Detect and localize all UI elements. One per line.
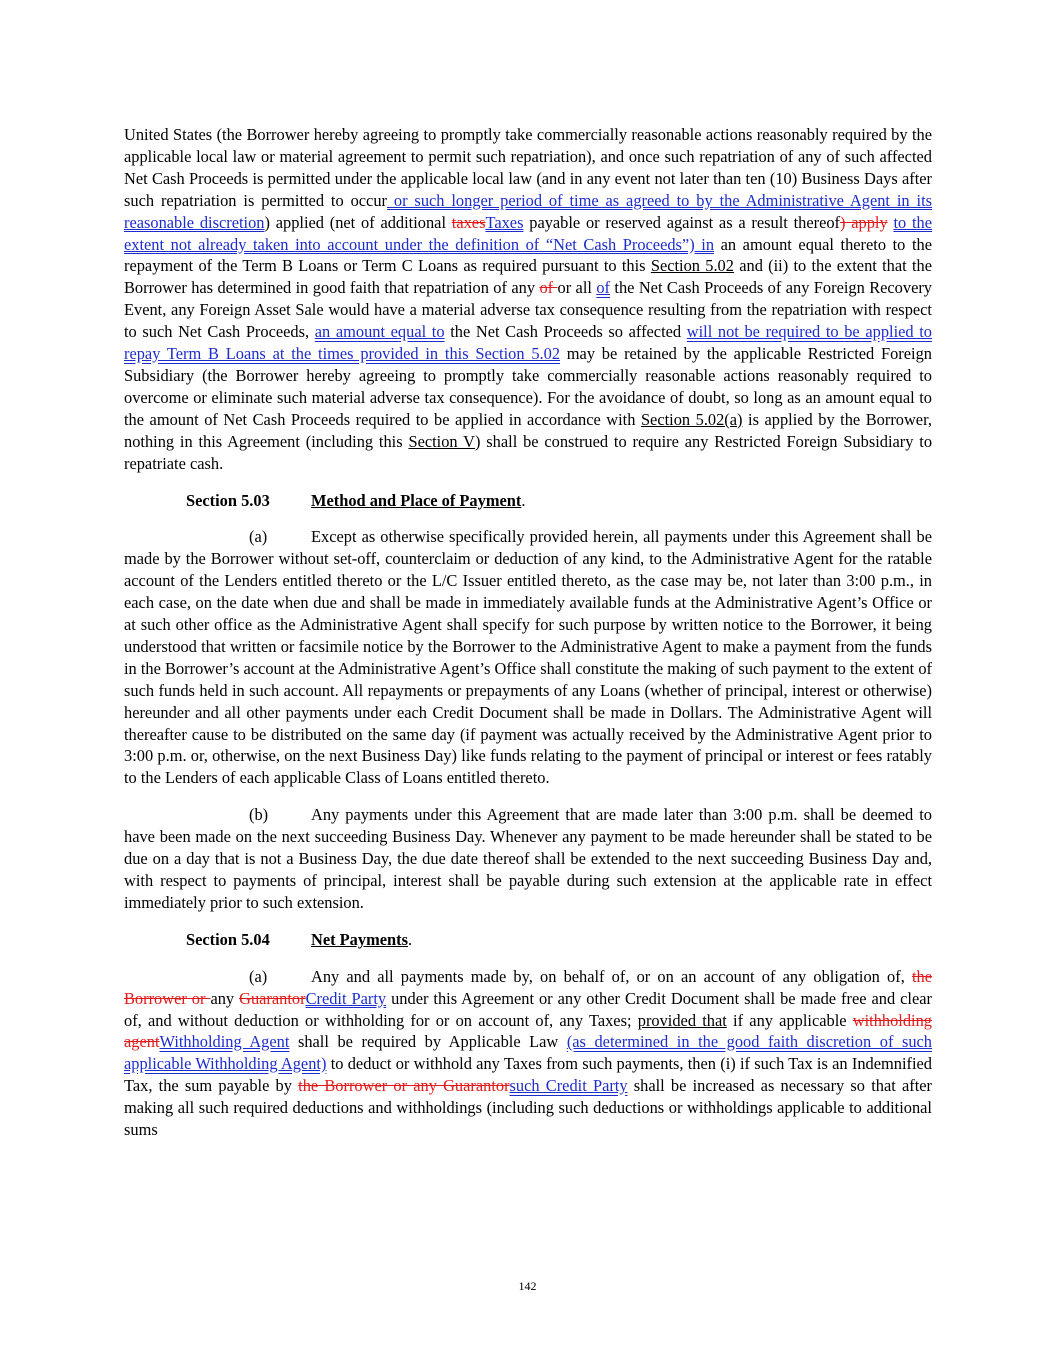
text-run: the Net Cash Proceeds so affected bbox=[444, 322, 687, 342]
section-title-period: . bbox=[407, 929, 413, 949]
paragraph-text: Except as otherwise specifically provided herein, all payments under this Agreement shall be made by the Borrower without set-off, counterclaim or deduction of any kind, to the Administrative Agent for the ratable account of the Lenders entitled thereto or the L/C Issuer entitled thereto, as the case may be, not later than 3:00 p.m., in each case, on the date when due and shall be made in immediately available funds at the Administrative Agent’s Office or at such other office as the Administrative Agent shall specify for such purpose by written notice to the Borrower, it being understood that written or facsimile notice by the Borrower to the Administrative Agent to make a payment from the funds in the Borrower’s account at the Administrative Agent’s Office shall constitute the making of such payment to the extent of such funds held in such account. All repayments or prepayments of any Loans (whether of principal, interest or otherwise) hereunder and all other payments under each Credit Document shall be made in Dollars. The Administrative Agent will thereafter cause to be distributed on the same day (if payment was actually received by the Administrative Agent prior to 3:00 p.m. or, otherwise, on the next Business Day) like funds relating to the payment of principal or interest or fees ratably to the Lenders of each applicable Class of Loans entitled thereto. bbox=[124, 527, 932, 788]
paragraph-label: (a) bbox=[249, 966, 268, 986]
inserted-text: (as determined in the good faith discretion of such applicable Withholding Agent) bbox=[124, 1032, 932, 1074]
paragraph-label: (a) bbox=[249, 527, 268, 547]
section-heading-5-03 bbox=[124, 490, 932, 512]
deleted-text: withholding agent bbox=[124, 1010, 932, 1052]
text-run: United States (the Borrower hereby agreeing to promptly take commercially reasonable actions reasonably required by the applicable local law or material agreement to permit such repatriation), and once such repatriation of any of such affected Net Cash Proceeds is permitted under the applicable local law (and in any event not later than ten (10) Business Days after such repatriation is permitted to occur bbox=[124, 125, 932, 210]
text-run: shall be required by Applicable Law bbox=[289, 1032, 567, 1052]
paragraph-text: Any payments under this Agreement that are made later than 3:00 p.m. shall be deemed to have been made on the next succeeding Business Day. Whenever any payment to be made hereunder shall be stated to be due on a day that is not a Business Day, the due date thereof shall be extended to the next succeeding Business Day and, with respect to payments of principal, interest shall be payable during such extension at the applicable rate in effect immediately prior to such extension. bbox=[124, 805, 932, 912]
text-run: to deduct or withhold any Taxes from such payments, then (i) if such Tax is an Indemnified Tax, the sum payable by bbox=[124, 1054, 932, 1096]
deleted-text: Guarantor bbox=[239, 988, 306, 1008]
text-run: shall be increased as necessary so that after making all such required deductions and withholdings (including such deductions or withholdings applicable to additional sums bbox=[124, 1076, 932, 1140]
section-reference: Section 5.02(a) bbox=[640, 409, 743, 429]
paragraph-a-5-04 bbox=[124, 966, 932, 1141]
inserted-text: will not be required to be applied to repay Term B Loans at the times provided in this Section 5.02 bbox=[124, 322, 932, 364]
text-run: if any applicable bbox=[726, 1010, 853, 1030]
inserted-text: to the extent not already taken into account under the definition of “Net Cash Proceeds”) in bbox=[124, 212, 933, 254]
inserted-text: or such longer period of time as agreed to by the Administrative Agent in its reasonable discretion bbox=[124, 190, 933, 232]
inserted-text: Taxes bbox=[485, 212, 524, 232]
inserted-text: of bbox=[596, 278, 611, 298]
deleted-text: the Borrower or bbox=[124, 966, 932, 1008]
text-run: ) applied (net of additional bbox=[264, 212, 452, 232]
text-run: or all bbox=[557, 278, 597, 298]
section-reference: Section 5.02 bbox=[650, 256, 734, 276]
deleted-text: the Borrower or any Guarantor bbox=[298, 1076, 510, 1096]
text-run: ) shall be construed to require any Restricted Foreign Subsidiary to repatriate cash. bbox=[124, 431, 933, 473]
text-run: Any and all payments made by, on behalf of, or on an account of any obligation of, bbox=[311, 966, 912, 986]
page-number: 142 bbox=[518, 1279, 537, 1293]
inserted-text: Withholding Agent bbox=[159, 1032, 290, 1052]
text-run: any bbox=[210, 988, 240, 1008]
document-page bbox=[124, 124, 932, 1141]
section-title: Method and Place of Payment bbox=[311, 490, 522, 510]
inserted-text: such Credit Party bbox=[509, 1076, 628, 1096]
text-run: payable or reserved against as a result thereof bbox=[523, 212, 841, 232]
paragraph-b-5-03 bbox=[124, 804, 932, 914]
deleted-text: ) apply bbox=[840, 212, 888, 232]
section-number: Section 5.03 bbox=[186, 490, 270, 510]
text-run: and (ii) to the extent that the Borrower has determined in good faith that repatriation of any bbox=[124, 256, 932, 298]
section-heading-5-04 bbox=[124, 929, 932, 951]
paragraph-a-5-03 bbox=[124, 526, 932, 789]
text-run: the Net Cash Proceeds of any Foreign Recovery Event, any Foreign Asset Sale would have a material adverse tax consequence resulting from the repatriation with respect to such Net Cash Proceeds, bbox=[124, 278, 932, 342]
text-run: is applied by the Borrower, nothing in this Agreement (including this bbox=[124, 409, 932, 451]
inserted-text: an amount equal to bbox=[314, 322, 445, 342]
deleted-text: of bbox=[539, 278, 558, 298]
section-reference: Section V bbox=[408, 431, 475, 451]
section-title: Net Payments bbox=[311, 929, 408, 949]
text-run: under this Agreement or any other Credit Document shall be made free and clear of, and without deduction or withholding for or on account of, any Taxes; bbox=[124, 988, 932, 1030]
section-number: Section 5.04 bbox=[186, 929, 270, 949]
text-run: may be retained by the applicable Restricted Foreign Subsidiary (the Borrower hereby agreeing to promptly take commercially reasonable actions reasonably required to overcome or eliminate such material adverse tax consequence). For the avoidance of doubt, so long as an amount equal to the amount of Net Cash Proceeds required to be applied in accordance with bbox=[124, 344, 932, 429]
deleted-text: taxes bbox=[451, 212, 486, 232]
underlined-term: provided that bbox=[637, 1010, 727, 1030]
inserted-text: Credit Party bbox=[305, 988, 387, 1008]
section-title-period: . bbox=[521, 490, 526, 510]
paragraph-label: (b) bbox=[249, 805, 269, 825]
paragraph-continuation bbox=[124, 124, 932, 475]
text-run: an amount equal thereto to the repayment of the Term B Loans or Term C Loans as required pursuant to this bbox=[124, 234, 932, 276]
